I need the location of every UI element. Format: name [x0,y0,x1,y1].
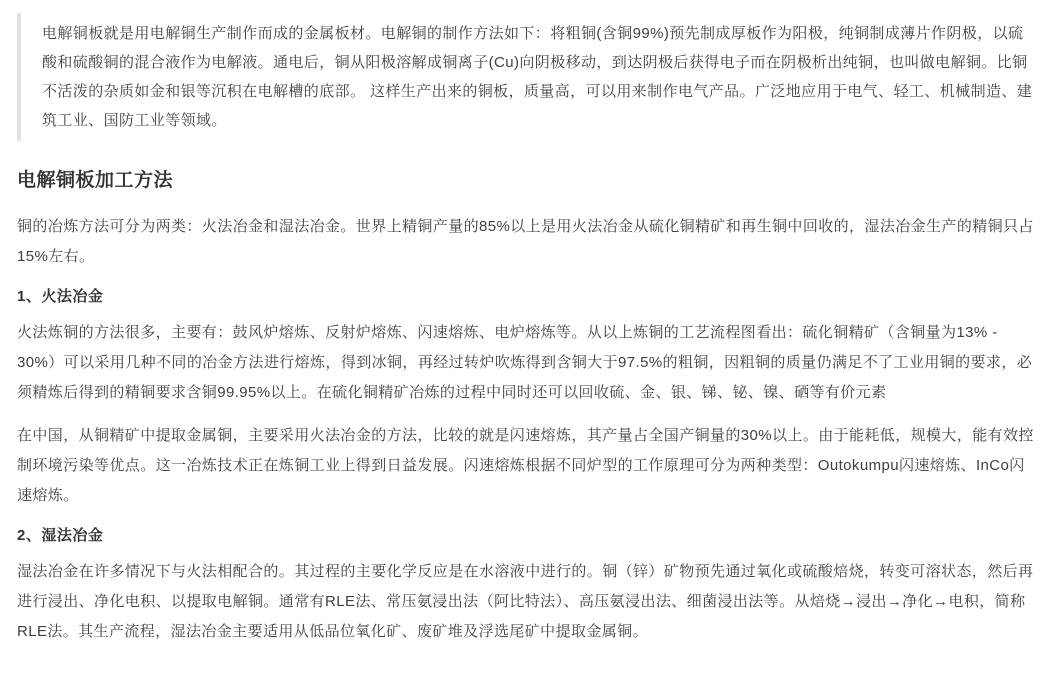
pyrometallurgy-paragraph-1: 火法炼铜的方法很多，主要有：鼓风炉熔炼、反射炉熔炼、闪速熔炼、电炉熔炼等。从以上炼铜的工艺流程图看出：硫化铜精矿（含铜量为13% - 30%）可以采用几种不同的冶金方法进行熔炼，得到冰铜，再经过转炉吹炼得到含铜大于97.5%的粗铜，因粗铜的质量仍满足不了工业用铜的要求，必须精炼后得到的精铜要求含铜99.95%以上。在硫化铜精矿冶炼的过程中同时还可以回收硫、金、银、锑、铋、镍、硒等有价元素 [17,324,1033,401]
page-title: 电解铜板加工方法 [17,170,174,191]
overview-paragraph: 铜的冶炼方法可分为两类：火法冶金和湿法冶金。世界上精铜产量的85%以上是用火法冶金从硫化铜精矿和再生铜中回收的，湿法冶金生产的精铜只占15%左右。 [17,218,1034,265]
subheading-pyrometallurgy: 1、火法冶金 [17,288,104,305]
section-pyrometallurgy [17,285,1037,511]
hydrometallurgy-paragraph-1: 湿法冶金在许多情况下与火法相配合的。其过程的主要化学反应是在水溶液中进行的。铜（锌）矿物预先通过氧化或硫酸焙烧，转变可溶状态，然后再进行浸出、净化电积、以提取电解铜。通常有RLE法、常压氨浸出法（阿比特法）、高压氨浸出法、细菌浸出法等。从焙烧→浸出→净化→电积，简称RLE法。其生产流程，湿法冶金主要适用从低品位氧化矿、废矿堆及浮选尾矿中提取金属铜。 [17,563,1034,640]
section-hydrometallurgy [17,524,1037,647]
intro-blockquote [17,13,1037,141]
intro-paragraph: 电解铜板就是用电解铜生产制作而成的金属板材。电解铜的制作方法如下：将粗铜(含铜99%)预先制成厚板作为阳极，纯铜制成薄片作阴极，以硫酸和硫酸铜的混合液作为电解液。通电后，铜从阳极溶解成铜离子(Cu)向阴极移动，到达阴极后获得电子而在阴极析出纯铜，也叫做电解铜。比铜不活泼的杂质如金和银等沉积在电解槽的底部。 这样生产出来的铜板，质量高，可以用来制作电气产品。广泛地应用于电气、轻工、机械制造、建筑工业、国防工业等领域。 [42,25,1033,129]
pyrometallurgy-paragraph-2: 在中国，从铜精矿中提取金属铜，主要采用火法冶金的方法，比较的就是闪速熔炼，其产量占全国产铜量的30%以上。由于能耗低，规模大，能有效控制环境污染等优点。这一冶炼技术正在炼铜工业上得到日益发展。闪速熔炼根据不同炉型的工作原理可分为两种类型：Outokumpu闪速熔炼、InCo闪速熔炼。 [17,427,1034,504]
subheading-hydrometallurgy: 2、湿法冶金 [17,527,104,544]
